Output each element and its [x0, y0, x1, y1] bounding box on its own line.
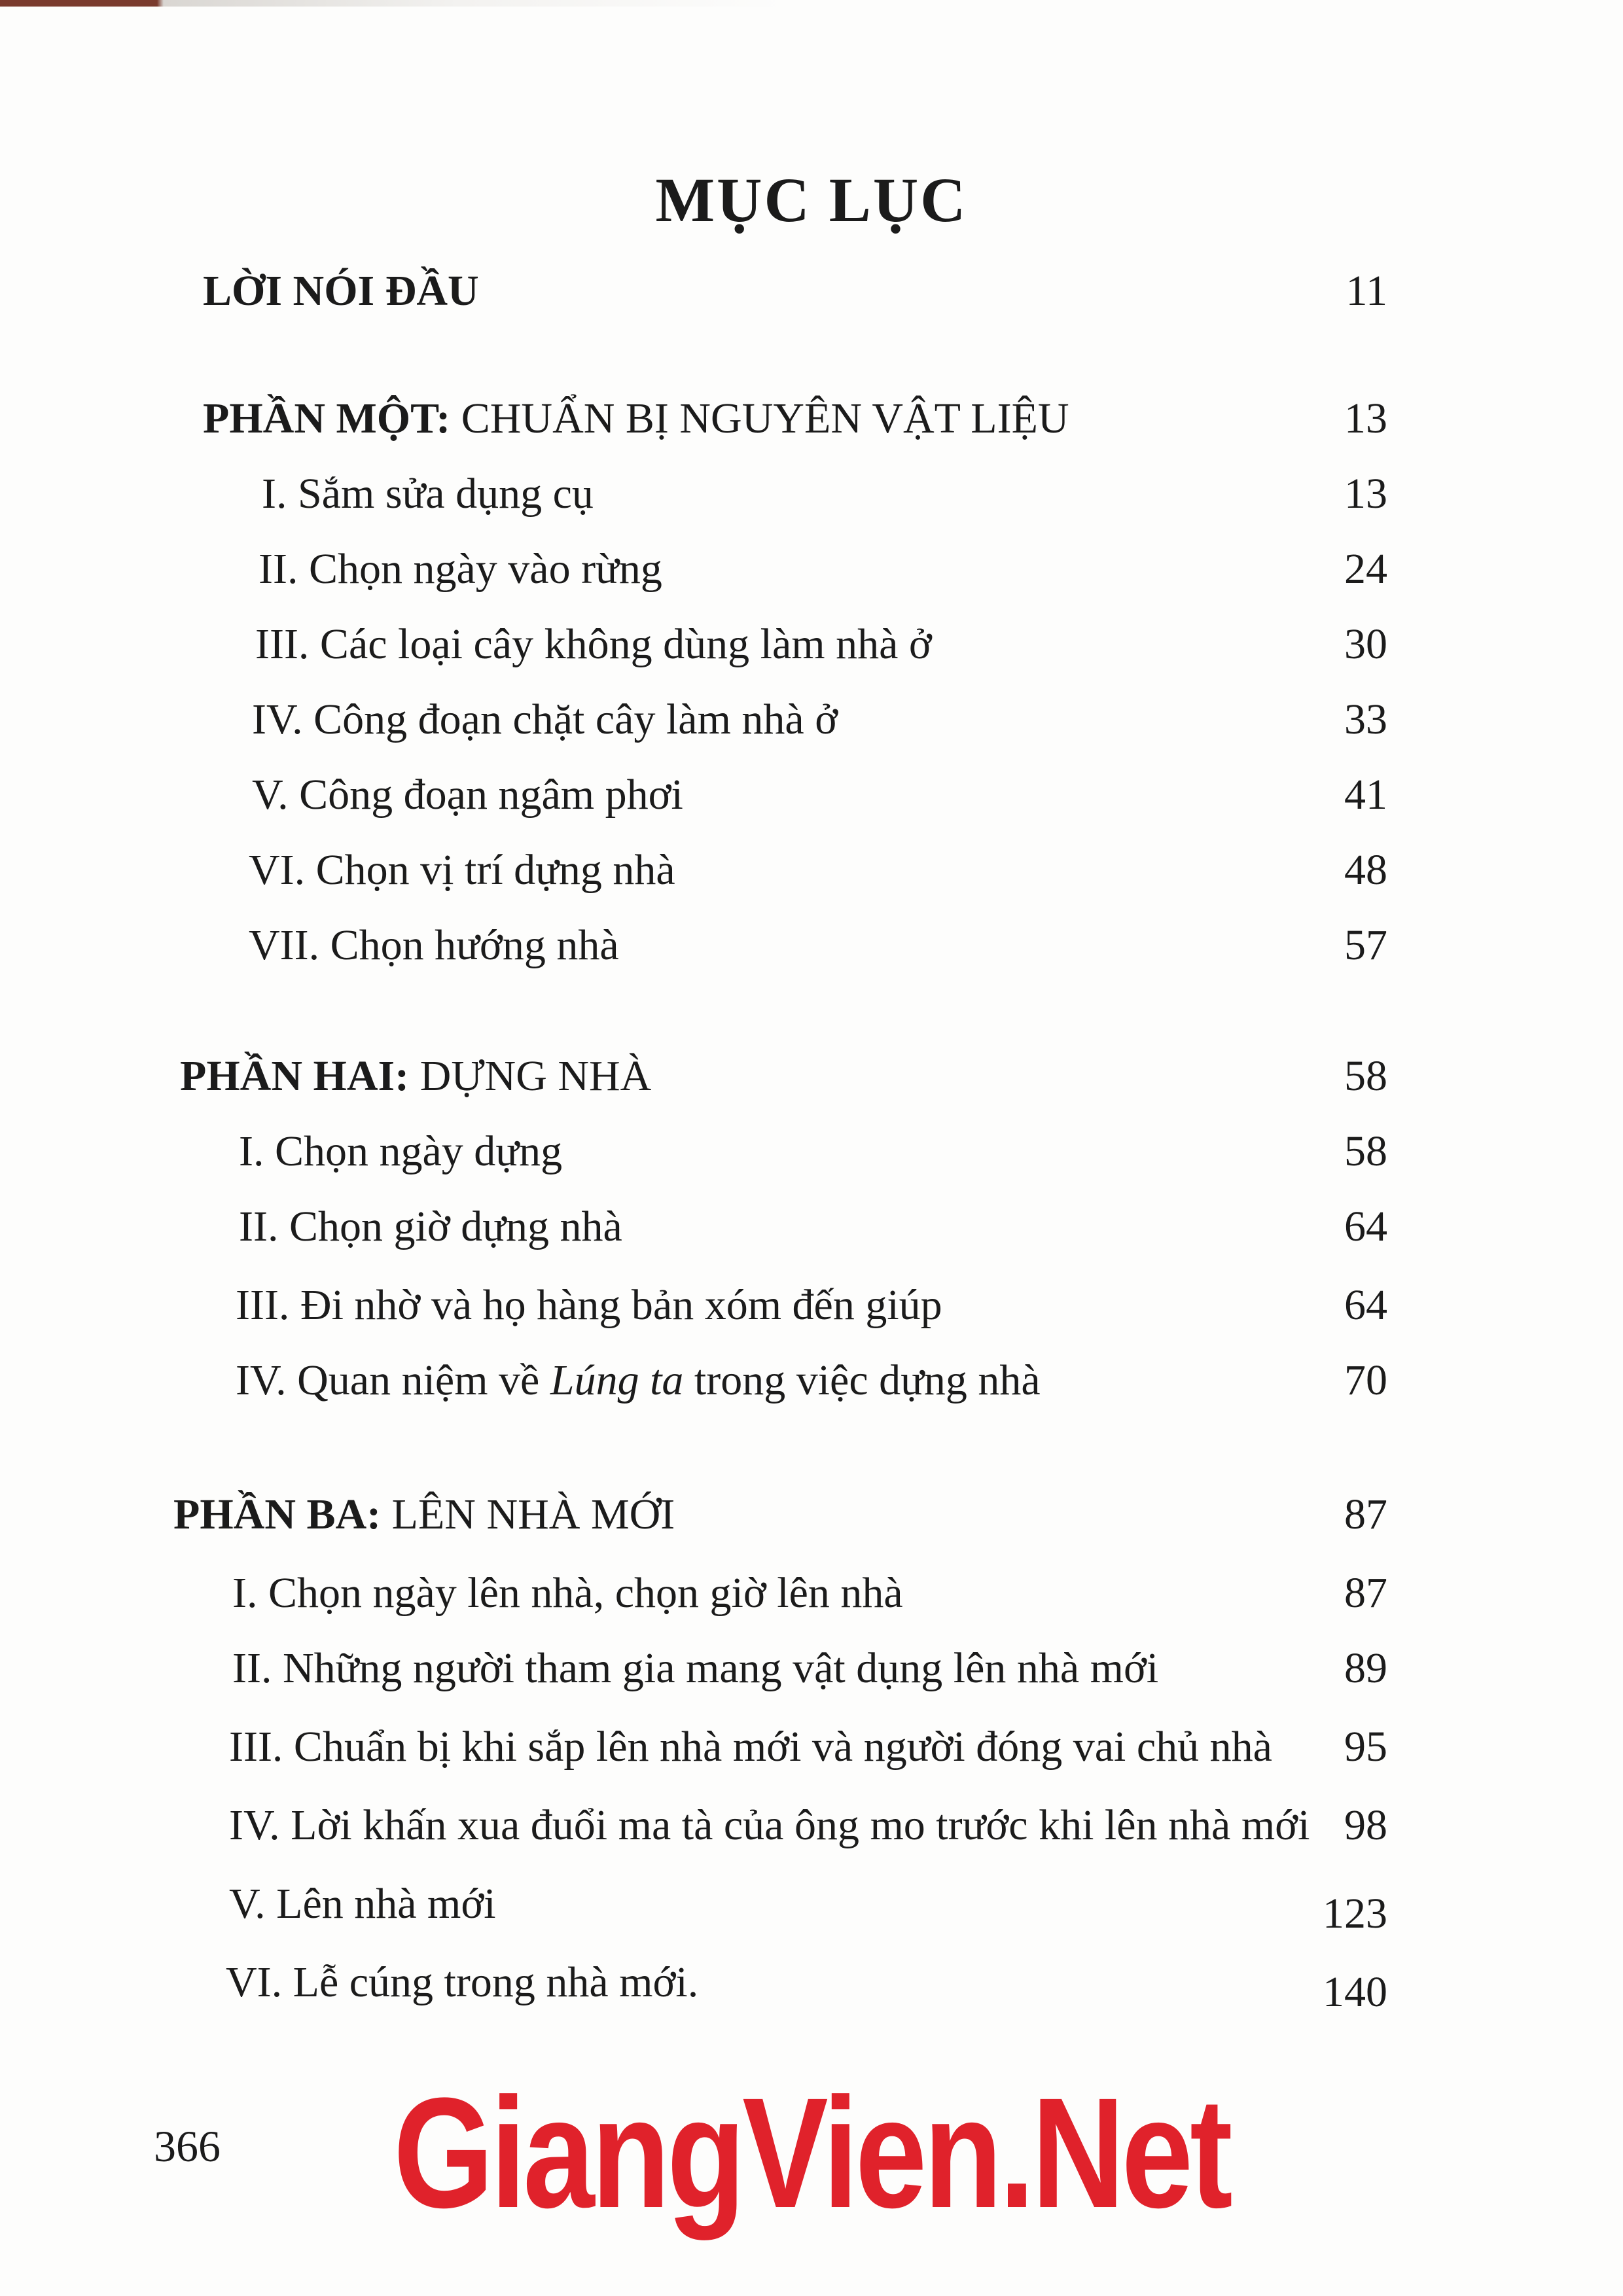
- toc-label: IV. Quan niệm về Lúng ta trong việc dựng nhà: [236, 1356, 1041, 1404]
- toc-label: I. Chọn ngày lên nhà, chọn giờ lên nhà: [232, 1569, 903, 1617]
- toc-page-number: 24: [1344, 545, 1387, 593]
- toc-label: II. Chọn giờ dựng nhà: [239, 1203, 622, 1250]
- toc-label: III. Đi nhờ và họ hàng bản xóm đến giúp: [236, 1281, 942, 1329]
- watermark-logo: GiangVien.Net: [393, 2065, 1230, 2240]
- page-title: MỤC LỤC: [655, 165, 968, 235]
- toc-page-number: 30: [1344, 620, 1387, 668]
- toc-label: PHẦN MỘT: CHUẨN BỊ NGUYÊN VẬT LIỆU: [203, 395, 1069, 442]
- toc-page-number: 58: [1344, 1052, 1387, 1100]
- toc-page-number: 123: [1323, 1890, 1387, 1937]
- toc-page-number: 87: [1344, 1569, 1387, 1617]
- toc-page-number: 33: [1344, 696, 1387, 743]
- toc-label: V. Công đoạn ngâm phơi: [252, 771, 683, 819]
- toc-page-number: 13: [1344, 470, 1387, 518]
- toc-label: PHẦN HAI: DỰNG NHÀ: [180, 1052, 652, 1100]
- toc-label: I. Sắm sửa dụng cụ: [262, 470, 594, 518]
- toc-label: IV. Công đoạn chặt cây làm nhà ở: [252, 696, 838, 743]
- toc-label: VII. Chọn hướng nhà: [249, 921, 619, 969]
- toc-page-number: 140: [1323, 1968, 1387, 2016]
- toc-label: II. Những người tham gia mang vật dụng lên nhà mới: [232, 1644, 1159, 1692]
- toc-label: II. Chọn ngày vào rừng: [259, 545, 662, 593]
- toc-page-number: 89: [1344, 1644, 1387, 1692]
- toc-page-number: 58: [1344, 1127, 1387, 1175]
- toc-page-number: 48: [1344, 846, 1387, 894]
- toc-page-number: 70: [1344, 1356, 1387, 1404]
- toc-page-number: 11: [1346, 267, 1387, 315]
- toc-label: VI. Chọn vị trí dựng nhà: [249, 846, 675, 894]
- page-number: 366: [154, 2121, 221, 2171]
- toc-page-number: 87: [1344, 1491, 1387, 1538]
- toc-page-number: 13: [1344, 395, 1387, 442]
- toc-page-number: 98: [1344, 1801, 1387, 1849]
- toc-page-number: 64: [1344, 1203, 1387, 1250]
- toc-page-number: 95: [1344, 1723, 1387, 1771]
- toc-label: I. Chọn ngày dựng: [239, 1127, 563, 1175]
- toc-label: III. Chuẩn bị khi sắp lên nhà mới và người đóng vai chủ nhà: [229, 1723, 1272, 1771]
- toc-label: LỜI NÓI ĐẦU: [203, 267, 479, 315]
- toc-page-number: 64: [1344, 1281, 1387, 1329]
- toc-page-number: 57: [1344, 921, 1387, 969]
- toc-label: III. Các loại cây không dùng làm nhà ở: [255, 620, 932, 668]
- toc-page-number: 41: [1344, 771, 1387, 819]
- toc-label: VI. Lễ cúng trong nhà mới.: [226, 1958, 699, 2006]
- page-top-edge: [0, 0, 1623, 7]
- toc-label: IV. Lời khấn xua đuổi ma tà của ông mo trước khi lên nhà mới: [229, 1801, 1310, 1849]
- toc-label: PHẦN BA: LÊN NHÀ MỚI: [173, 1491, 675, 1538]
- toc-label: V. Lên nhà mới: [229, 1880, 496, 1928]
